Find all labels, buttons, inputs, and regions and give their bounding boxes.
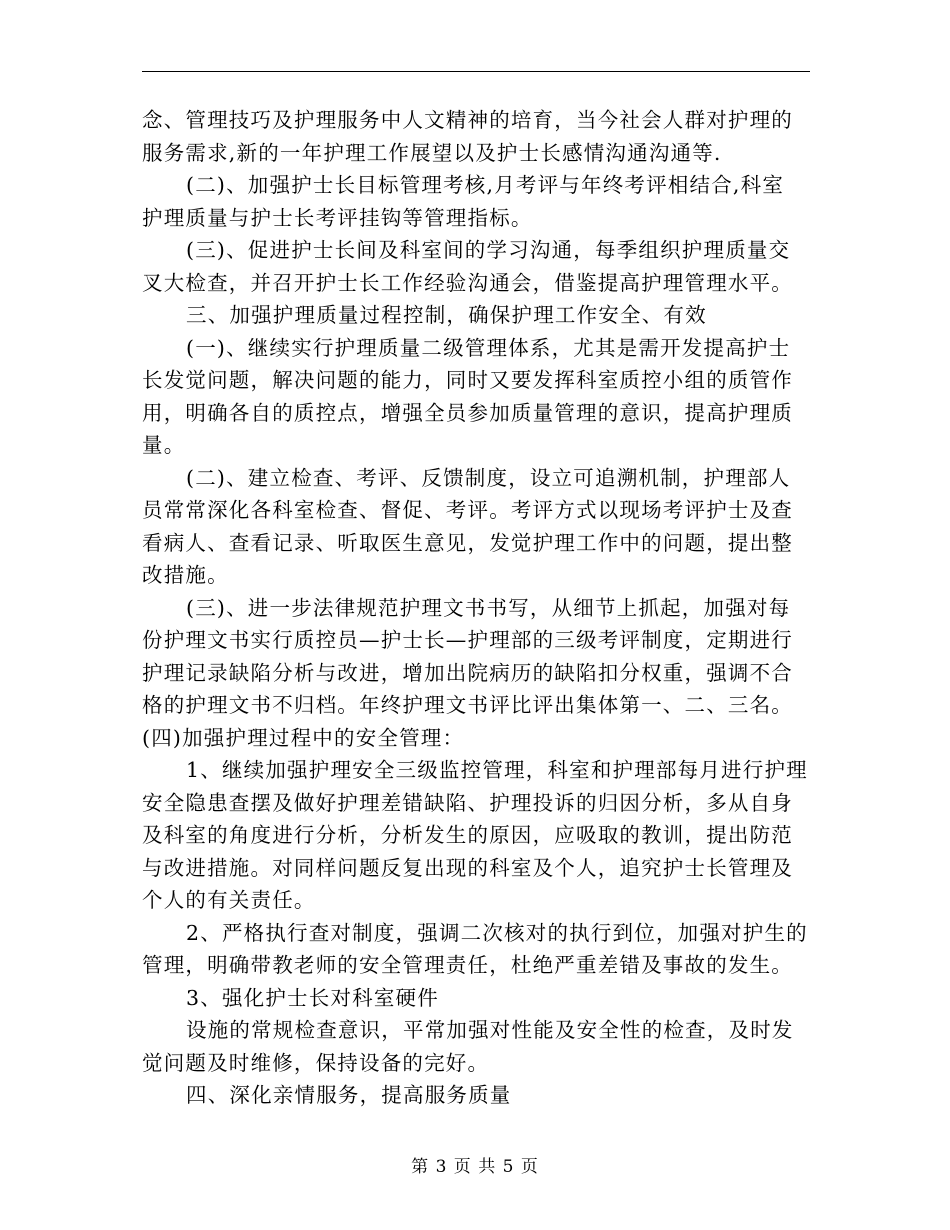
text-line: 长发觉问题，解决问题的能力，同时又要发挥科室质控小组的质管作 [142, 368, 793, 392]
text-line: 设施的常规检查意识，平常加强对性能及安全性的检查，及时发 [186, 1018, 794, 1042]
text-line: (三)、促进护士长间及科室间的学习沟通，每季组织护理质量交 [186, 238, 791, 262]
text-line: 员常常深化各科室检查、督促、考评。考评方式以现场考评护士及查 [142, 498, 793, 522]
text-line: 念、管理技巧及护理服务中人文精神的培育，当今社会人群对护理的 [142, 108, 793, 132]
text-line: 个人的有关责任。 [142, 888, 316, 912]
text-line: 服务需求,新的一年护理工作展望以及护士长感情沟通沟通等. [142, 140, 722, 165]
text-line: 2、严格执行查对制度，强调二次核对的执行到位，加强对护生的 [186, 920, 808, 945]
text-line: 护理质量与护士长考评挂钩等管理指标。 [142, 205, 533, 230]
header-rule [142, 71, 810, 72]
text-line: 格的护理文书不归档。年终护理文书评比评出集体第一、二、三名。 [142, 693, 793, 717]
section-heading: 四、深化亲情服务，提高服务质量 [186, 1083, 512, 1107]
text-line: 安全隐患查摆及做好护理差错缺陷、护理投诉的归因分析，多从自身 [142, 790, 793, 815]
body-text [142, 104, 814, 1112]
text-line: 改措施。 [142, 563, 229, 587]
text-line: 护理记录缺陷分析与改进，增加出院病历的缺陷扣分权重，强调不合 [142, 660, 793, 685]
text-line: 看病人、查看记录、听取医生意见，发觉护理工作中的问题，提出整 [142, 530, 793, 555]
section-heading: 三、加强护理质量过程控制，确保护理工作安全、有效 [186, 303, 707, 327]
text-line: 3、强化护士长对科室硬件 [186, 985, 439, 1010]
text-line: 觉问题及时维修，保持设备的完好。 [142, 1050, 490, 1075]
text-line: (二)、加强护士长目标管理考核,月考评与年终考评相结合,科室 [186, 173, 785, 197]
text-line: 叉大检查，并召开护士长工作经验沟通会，借鉴提高护理管理水平。 [142, 270, 793, 295]
text-line: 量。 [142, 433, 186, 457]
text-line: 用，明确各自的质控点，增强全员参加质量管理的意识，提高护理质 [142, 400, 793, 425]
subsection-heading: (四)加强护理过程中的安全管理： [142, 725, 465, 750]
text-line: 管理，明确带教老师的安全管理责任，杜绝严重差错及事故的发生。 [142, 953, 793, 977]
text-line: (三)、进一步法律规范护理文书书写，从细节上抓起，加强对每 [186, 595, 791, 620]
text-line: 份护理文书实行质控员—护士长—护理部的三级考评制度，定期进行 [142, 628, 793, 652]
text-line: 与改进措施。对同样问题反复出现的科室及个人，追究护士长管理及 [142, 855, 793, 880]
text-line: (二)、建立检查、考评、反馈制度，设立可追溯机制，护理部人 [186, 465, 791, 490]
text-line: (一)、继续实行护理质量二级管理体系，尤其是需开发提高护士 [186, 335, 791, 360]
text-line: 及科室的角度进行分析，分析发生的原因，应吸取的教训，提出防范 [142, 823, 793, 847]
page-number-footer: 第 3 页 共 5 页 [411, 1157, 539, 1177]
text-line: 1、继续加强护理安全三级监控管理，科室和护理部每月进行护理 [186, 758, 808, 782]
